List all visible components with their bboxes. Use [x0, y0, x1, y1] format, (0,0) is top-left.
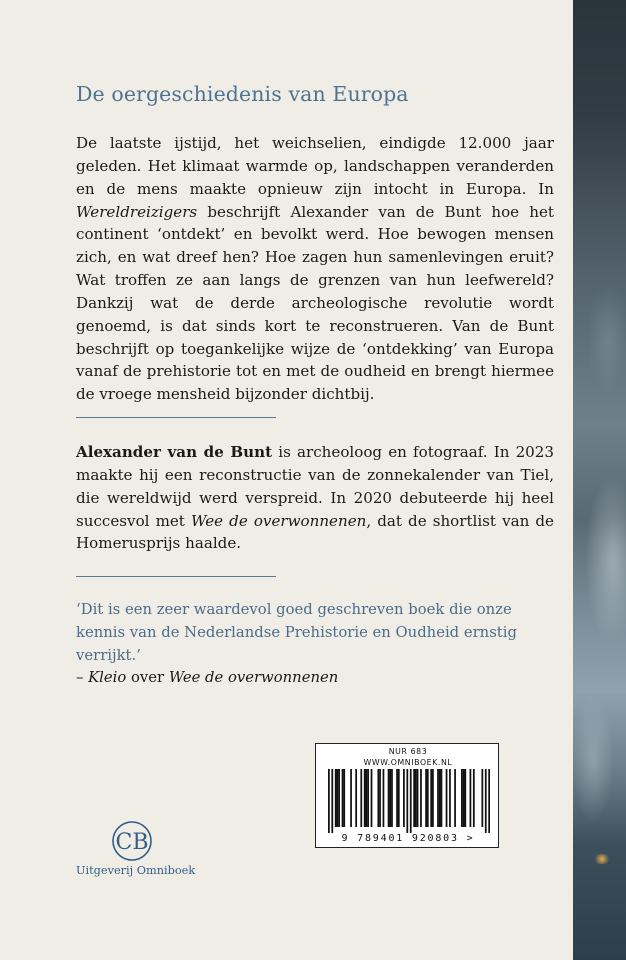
barcode-bar	[425, 769, 427, 827]
barcode-bar	[388, 769, 390, 827]
quote-text: ‘Dit is een zeer waardevol goed geschreven boek die onze kennis van de Nederlandse Prehistorie en Oudheid ernstig verrijkt.’	[76, 601, 517, 664]
barcode-bar	[446, 769, 448, 827]
barcode-bar	[389, 769, 391, 827]
barcode-bar	[410, 769, 412, 833]
quote-dash: –	[76, 669, 89, 687]
bio-book-title: Wee de overwonnenen	[190, 511, 367, 530]
barcode-bar	[391, 769, 393, 827]
summary-text-2: beschrijft Alexander van de Bunt hoe het continent ‘ontdekt’ en bevolkt werd. Hoe bewogen mensen zich, en wat dreef hen? Hoe zagen hun samenlevingen eruit? Wat troffen ze aan langs de grenzen van hun leefwereld? Dankzij wat de derde archeologische revolutie wordt genoemd, is dat sinds kort te reconstrueren. Van de Bunt beschrijft op toegankelijke wijze de ‘ontdekking’ van Europa vanaf de prehistorie tot en met de oudheid en brengt hiermee de vroege mensheid bijzonder dichtbij.	[76, 202, 554, 404]
publisher-website: WWW.OMNIBOEK.NL	[363, 758, 453, 767]
publisher-name: Uitgeverij Omniboek	[76, 864, 196, 877]
barcode-bar	[449, 769, 451, 827]
barcode-bar	[398, 769, 400, 827]
isbn-barcode	[328, 769, 490, 833]
book-summary	[76, 132, 554, 406]
barcode-bar	[430, 769, 432, 827]
back-cover-heading: De oergeschiedenis van Europa	[76, 82, 409, 106]
barcode-bar	[364, 769, 366, 827]
barcode-bar	[473, 769, 475, 827]
quote-book-title: Wee de overwonnenen	[168, 669, 339, 687]
barcode-bar	[432, 769, 434, 827]
barcode-bar	[403, 769, 405, 827]
barcode-bar	[415, 769, 417, 827]
barcode-bar	[413, 769, 415, 827]
nur-code: NUR 683	[388, 747, 428, 756]
barcode-bar	[366, 769, 368, 827]
summary-book-title: Wereldreizigers	[76, 202, 198, 221]
barcode-bar	[350, 769, 352, 827]
barcode-bar	[355, 769, 357, 827]
divider-rule	[76, 417, 276, 418]
barcode-bar	[470, 769, 472, 827]
divider-rule	[76, 576, 276, 577]
barcode-bar	[328, 769, 330, 833]
barcode-bar	[335, 769, 337, 827]
barcode-bar	[464, 769, 466, 827]
barcode-bar	[371, 769, 373, 827]
barcode-bar	[331, 769, 333, 833]
barcode-bar	[360, 769, 362, 827]
quote-over: over	[126, 669, 169, 687]
barcode-bar	[337, 769, 339, 827]
author-name: Alexander van de Bunt	[76, 443, 273, 461]
barcode-bar	[379, 769, 381, 827]
barcode-bar	[342, 769, 344, 827]
barcode-bar	[485, 769, 487, 833]
barcode-bar	[454, 769, 456, 827]
bio-text-2: , dat de shortlist van de Homerusprijs haalde.	[76, 511, 554, 553]
barcode-bar	[367, 769, 369, 827]
quote-attribution	[76, 669, 338, 686]
cover-artwork-edge	[573, 0, 626, 960]
barcode-bar	[481, 769, 483, 827]
barcode-bar	[441, 769, 443, 827]
barcode-bar	[463, 769, 465, 827]
barcode-bar	[420, 769, 422, 827]
review-quote	[76, 599, 556, 690]
barcode-bar	[383, 769, 385, 827]
publisher-logo-icon	[110, 819, 154, 863]
summary-text-1: De laatste ijstijd, het weichselien, eindigde 12.000 jaar geleden. Het klimaat warmde op, landschappen veranderden en de mens maakte opnieuw zijn intocht in Europa. In	[76, 134, 554, 198]
barcode-bar	[427, 769, 429, 827]
barcode-bar	[396, 769, 398, 827]
barcode-bar	[488, 769, 490, 833]
barcode-bar	[461, 769, 463, 827]
barcode-bar	[437, 769, 439, 827]
bio-text-1: is archeoloog en fotograaf. In 2023 maakte hij een reconstructie van de zonnekalender van Tiel, die wereldwijd werd verspreid. In 2020 debuteerde hij heel succesvol met	[76, 443, 554, 530]
barcode-bar	[377, 769, 379, 827]
quote-source: Kleio	[88, 669, 127, 687]
barcode-bar	[338, 769, 340, 827]
barcode-bar	[439, 769, 441, 827]
isbn-number: 9 789401 920803 >	[341, 833, 475, 844]
barcode-bar	[417, 769, 419, 827]
barcode-panel	[315, 743, 499, 848]
logo-letters: CB	[115, 830, 149, 855]
barcode-bar	[343, 769, 345, 827]
barcode-bar	[406, 769, 408, 833]
author-bio	[76, 441, 554, 555]
